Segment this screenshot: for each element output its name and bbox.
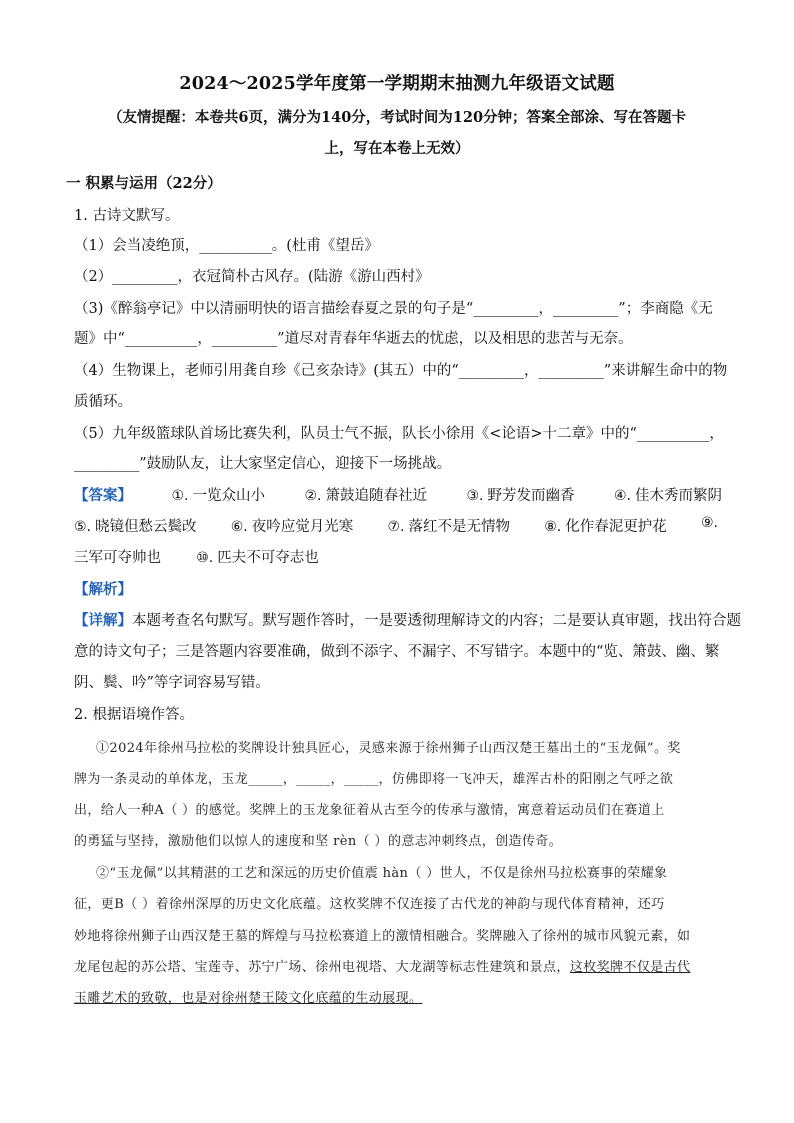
answer-row-2 xyxy=(74,515,722,536)
exam-notice-line-1: （友情提醒：本卷共6页，满分为140分，考试时间为120分钟；答案全部涂、写在答题卡 xyxy=(107,109,687,126)
question-1-item-4-line-1: （4）生物课上，老师引用龚自珍《己亥杂诗》(其五）中的“_________，_________”来讲解生命中的物 xyxy=(74,363,728,379)
answer-item: ⑥. 夜吟应觉月光寒 xyxy=(230,519,354,535)
passage-2-line-3: 妙地将徐州狮子山西汉楚王墓的辉煌与马拉松赛道上的激情相融合。奖牌融入了徐州的城市风貌元素，如 xyxy=(74,929,691,944)
question-1-stem: 1. 古诗文默写。 xyxy=(74,208,180,224)
answer-item: ④. 佳木秀而繁阴 xyxy=(613,488,722,504)
passage-1-line-2: 牌为一条灵动的单体龙，玉龙_____，_____，_____，仿佛即将一飞冲天，雄浑古朴的阳刚之气呼之欲 xyxy=(74,772,674,787)
answer-item: ②. 箫鼓追随春社近 xyxy=(304,488,427,504)
analysis-label: 【解析】 xyxy=(74,581,132,598)
answer-label: 【答案】 xyxy=(74,487,132,504)
passage-2-line-1: ②“玉龙佩”以其精湛的工艺和深远的历史价值震 hàn（ ）世人，不仅是徐州马拉松赛事的荣耀象 xyxy=(96,866,668,881)
question-1-item-2: （2）_________，衣冠简朴古风存。(陆游《游山西村》 xyxy=(74,269,430,285)
answer-item: ③. 野芳发而幽香 xyxy=(466,488,575,504)
passage-1-line-1: ①2024年徐州马拉松的奖牌设计独具匠心，灵感来源于徐州狮子山西汉楚王墓出土的“玉龙佩”。奖 xyxy=(96,741,681,756)
analysis-line-1: 【详解】本题考查名句默写。默写题作答时，一是要透彻理解诗文的内容；二是要认真审题，找出符合题 xyxy=(74,612,741,629)
underlined-sentence: 这枚奖牌不仅是古代 xyxy=(569,960,691,975)
question-2-stem: 2. 根据语境作答。 xyxy=(74,707,194,723)
answer-item: ⑦. 落红不是无情物 xyxy=(387,519,510,535)
answer-item: ①. 一览众山小 xyxy=(171,488,265,504)
question-1-item-4-line-2: 质循环。 xyxy=(74,394,132,410)
section-heading: 一 积累与运用（22分） xyxy=(66,175,222,192)
question-1-item-3-line-2: 题》中“__________，_________”道尽对青春年华逝去的忧虑，以及相思的悲苦与无奈。 xyxy=(74,331,633,347)
question-1-item-1: （1）会当凌绝顶，__________。(杜甫《望岳》 xyxy=(74,238,379,254)
answer-item: ⑨. xyxy=(700,515,718,531)
answer-item: ⑤. 晓镜但愁云鬓改 xyxy=(74,519,197,535)
question-1-item-5-line-1: （5）九年级篮球队首场比赛失利，队员士气不振，队长小徐用《<论语>十二章》中的“__________， xyxy=(74,426,724,442)
passage-2-line-4: 龙尾包起的苏公塔、宝莲寺、苏宁广场、徐州电视塔、大龙湖等标志性建筑和景点，这枚奖牌不仅是古代 xyxy=(74,960,691,975)
question-1-item-5-line-2: _________”鼓励队友，让大家坚定信心，迎接下一场挑战。 xyxy=(74,456,452,472)
answer-item: ⑩. 匹夫不可夺志也 xyxy=(196,550,319,566)
answer-item-9-text: 三军可夺帅也 xyxy=(74,550,161,566)
passage-1-line-4: 的勇猛与坚持，激励他们以惊人的速度和坚 rèn（ ）的意志冲刺终点，创造传奇。 xyxy=(74,834,563,849)
answer-row-1 xyxy=(74,484,722,505)
exam-notice-line-2: 上，写在本卷上无效） xyxy=(324,140,470,157)
answer-item: ⑧. 化作春泥更护花 xyxy=(544,519,667,535)
passage-1-line-3: 出，给人一种A（ ）的感觉。奖牌上的玉龙象征着从古至今的传承与激情，寓意着运动员们在赛道上 xyxy=(74,803,665,818)
analysis-line-2: 意的诗文句子；三是答题内容要准确，做到不添字、不漏字、不写错字。本题中的“览、箫鼓、幽、繁 xyxy=(74,644,720,660)
passage-2-line-5: 玉雕艺术的致敬，也是对徐州楚王陵文化底蕴的生动展现。 xyxy=(74,991,423,1006)
analysis-line-3: 阴、鬓、吟”等字词容易写错。 xyxy=(74,675,270,691)
question-1-item-3-line-1: （3)《醉翁亭记》中以清丽明快的语言描绘春夏之景的句子是“_________，_________”；李商隐《无 xyxy=(74,301,713,317)
exam-title: 2024～2025学年度第一学期期末抽测九年级语文试题 xyxy=(179,74,615,94)
detail-label: 【详解】 xyxy=(74,612,132,629)
passage-2-line-2: 征，更B（ ）着徐州深厚的历史文化底蕴。这枚奖牌不仅连接了古代龙的神韵与现代体育精神，还巧 xyxy=(74,897,665,912)
answer-row-3 xyxy=(74,546,319,567)
